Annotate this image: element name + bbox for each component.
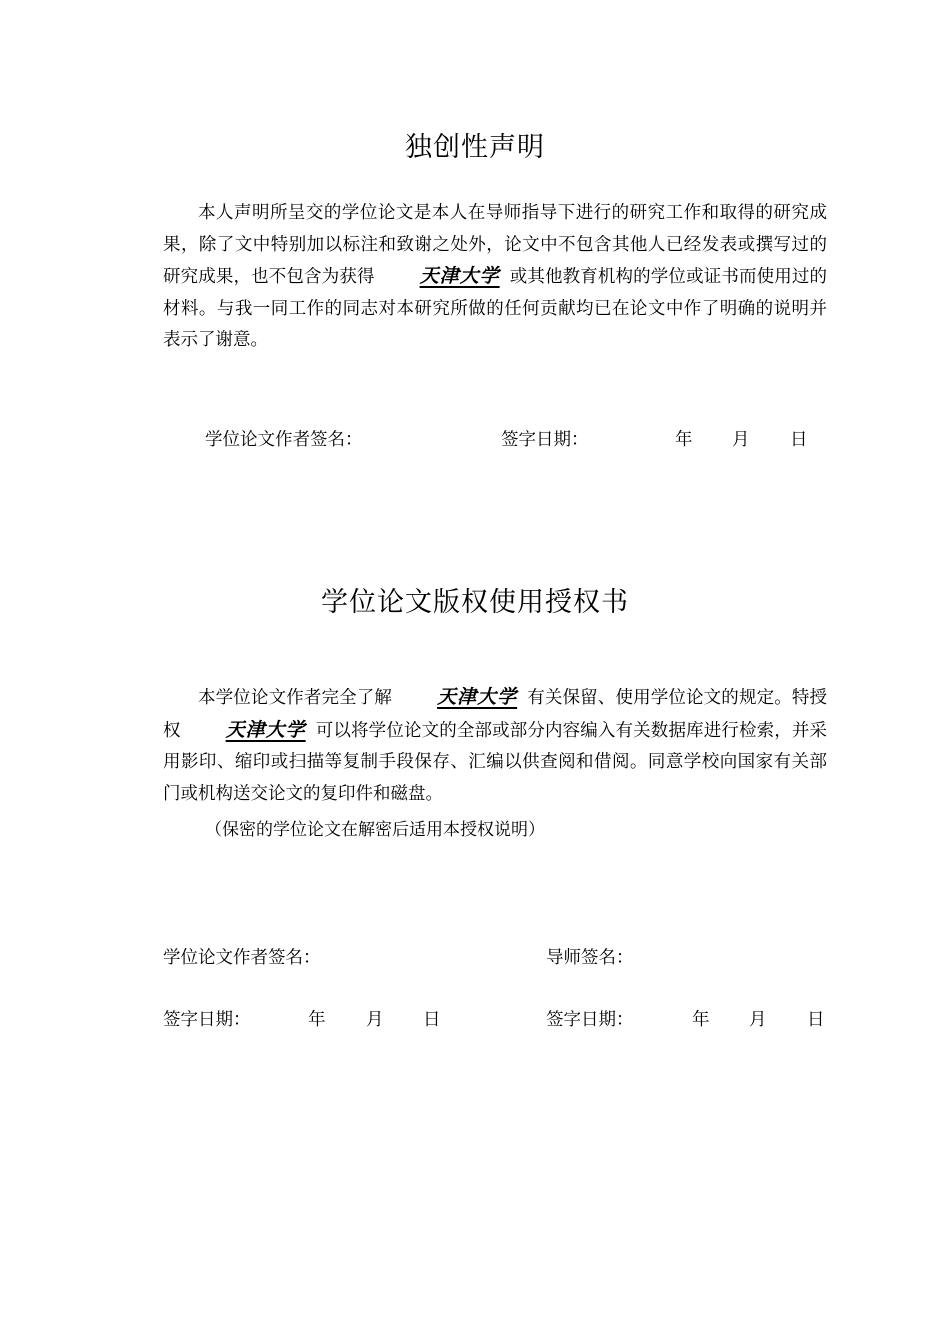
date-day-label: 日: [790, 430, 808, 450]
declaration-text-part1: 本人声明所呈交的学位论文是本人在导师指导下进行的研究工作和取得的研究成果，除了文中特别加以标注和致谢之处外，论文中不包含其他人已经发表或撰写过的研究成果，也不包含为获得: [163, 203, 827, 287]
advisor-date-year-label: 年: [692, 1010, 710, 1030]
advisor-date-day-label: 日: [807, 1010, 825, 1030]
authorization-text-part1: 本学位论文作者完全了解: [198, 688, 393, 708]
authorization-text-part3: 可以将学位论文的全部或部分内容编入有关数据库进行检索，并采用影印、缩印或扫描等复制手段保存、汇编以供查阅和借阅。同意学校向国家有关部门或机构送交论文的复印件和磁盘。: [163, 720, 828, 804]
authorization-body: [163, 682, 827, 810]
author-signing-date-label: 签字日期：: [163, 1010, 251, 1030]
advisor-signing-date-label: 签字日期：: [546, 1010, 634, 1030]
author-signature-label: 学位论文作者签名：: [163, 948, 321, 968]
author-date-month-label: 月: [366, 1010, 384, 1030]
advisor-signature-label: 导师签名：: [546, 948, 634, 968]
author-date-day-label: 日: [423, 1010, 441, 1030]
date-month-label: 月: [732, 430, 750, 450]
authorization-title: 学位论文版权使用授权书: [321, 587, 629, 618]
university-name: 天津大学: [225, 718, 306, 741]
advisor-date-month-label: 月: [749, 1010, 767, 1030]
declaration-body: [163, 198, 827, 357]
author-date-year-label: 年: [308, 1010, 326, 1030]
authorization-text-part2: 有关保留、使用学位论文的规定。特授权: [163, 688, 828, 741]
university-name: 天津大学: [419, 265, 500, 287]
declaration-text-part2: 或其他教育机构的学位或证书而使用过的材料。与我一同工作的同志对本研究所做的任何贡献均已在论文中作了明确的说明并表示了谢意。: [163, 267, 827, 350]
date-year-label: 年: [675, 430, 693, 450]
signing-date-label: 签字日期：: [501, 430, 589, 450]
declaration-title: 独创性声明: [405, 132, 545, 163]
university-name: 天津大学: [437, 686, 518, 708]
author-signature-label: 学位论文作者签名：: [205, 430, 363, 450]
confidential-note: （保密的学位论文在解密后适用本授权说明）: [205, 820, 545, 840]
